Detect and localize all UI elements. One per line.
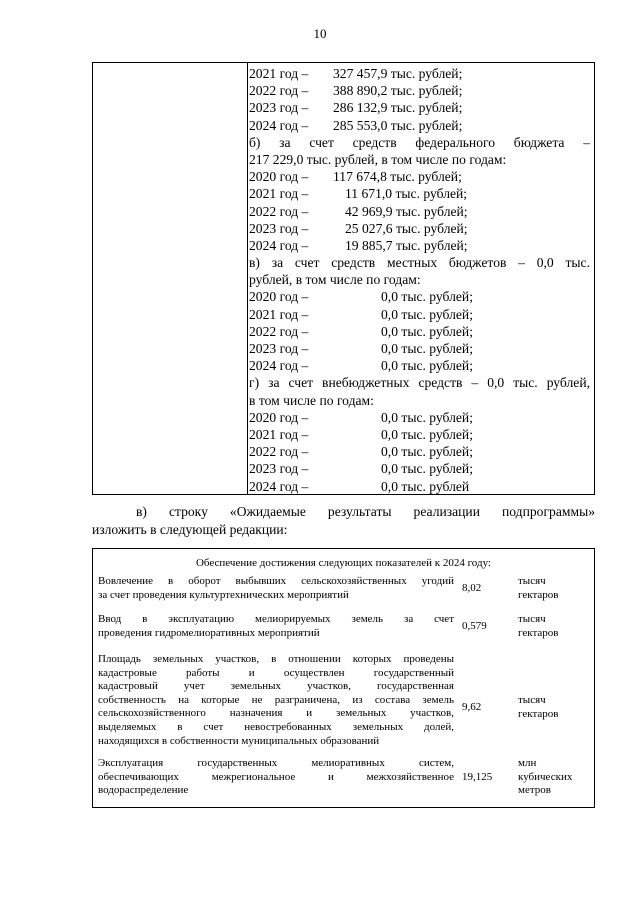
federal-heading: б) за счет средств федерального бюджета – xyxy=(249,134,590,150)
funding-row: 2020 год – 0,0 тыс. рублей; xyxy=(249,289,473,305)
result-value: 9,62 xyxy=(462,701,482,713)
result-description: Вовлечение в оборот выбывших сельскохозяйственных угодий за счет проведения культуртехнических мероприятий xyxy=(98,575,454,601)
results-header: Обеспечение достижения следующих показателей к 2024 году: xyxy=(195,557,491,569)
funding-row: 2021 год – 0,0 тыс. рублей; xyxy=(249,306,473,322)
result-unit: тысяч гектаров xyxy=(518,575,559,601)
result-unit: млн кубических метров xyxy=(518,757,573,797)
result-unit: тысяч гектаров xyxy=(518,613,559,639)
funding-row: 2022 год – 0,0 тыс. рублей; xyxy=(249,323,473,339)
funding-row: 2021 год – 11 671,0 тыс. рублей; xyxy=(249,186,468,202)
funding-row: 2023 год – 25 027,6 тыс. рублей; xyxy=(249,220,468,236)
funding-row: 2024 год – 285 553,0 тыс. рублей; xyxy=(249,117,463,133)
results-table xyxy=(92,548,595,808)
result-value: 0,579 xyxy=(462,620,487,632)
extrabudget-total: в том числе по годам: xyxy=(249,392,374,408)
result-unit: тысяч гектаров xyxy=(518,694,559,720)
local-heading: в) за счет средств местных бюджетов – 0,0 тыс. xyxy=(249,255,590,271)
funding-row: 2024 год – 0,0 тыс. рублей xyxy=(249,478,470,494)
result-value: 8,02 xyxy=(462,582,482,594)
result-description: Эксплуатация государственных мелиоративных систем, обеспечивающих межрегиональное и межхозяйственное водораспределение xyxy=(98,757,454,797)
funding-row: 2022 год – 0,0 тыс. рублей; xyxy=(249,444,473,460)
page-number: 10 xyxy=(313,26,327,41)
funding-row: 2023 год – 0,0 тыс. рублей; xyxy=(249,341,473,356)
funding-cell xyxy=(249,65,590,495)
funding-row: 2022 год – 42 969,9 тыс. рублей; xyxy=(249,203,468,219)
funding-row: 2020 год – 117 674,8 тыс. рублей; xyxy=(249,169,462,185)
amendment-paragraph xyxy=(92,503,595,538)
federal-total: 217 229,0 тыс. рублей, в том числе по годам: xyxy=(249,151,507,167)
local-total: рублей, в том числе по годам: xyxy=(249,272,421,288)
funding-row: 2022 год – 388 890,2 тыс. рублей; xyxy=(249,83,463,99)
result-value: 19,125 xyxy=(462,771,493,783)
paragraph-line: изложить в следующей редакции: xyxy=(92,521,288,537)
funding-row: 2024 год – 0,0 тыс. рублей; xyxy=(249,358,473,374)
result-description: Ввод в эксплуатацию мелиорируемых земель за счет проведения гидромелиоративных мероприятий xyxy=(98,613,454,639)
paragraph-line: в) строку «Ожидаемые результаты реализации подпрограммы» xyxy=(136,504,595,519)
extrabudget-heading: г) за счет внебюджетных средств – 0,0 тыс. рублей, xyxy=(249,375,590,391)
funding-row: 2021 год – 327 457,9 тыс. рублей; xyxy=(249,66,463,81)
funding-table xyxy=(92,62,595,495)
column-divider xyxy=(247,63,248,494)
result-description: Площадь земельных участков, в отношении которых проведены кадастровые работы и осуществлен государственный кадастровый учет земельных участков, государственная собственность на которые не разграничена, из состава земель сельскохозяйственного назначения и земельных участков, выделяемых в счет невостребованных земельных долей, находящихся в собственности муниципальных образований xyxy=(98,653,454,747)
funding-row: 2021 год – 0,0 тыс. рублей; xyxy=(249,426,473,442)
funding-row: 2023 год – 0,0 тыс. рублей; xyxy=(249,461,473,477)
funding-row: 2023 год – 286 132,9 тыс. рублей; xyxy=(249,100,463,116)
funding-row: 2024 год – 19 885,7 тыс. рублей; xyxy=(249,237,468,253)
funding-row: 2020 год – 0,0 тыс. рублей; xyxy=(249,409,473,425)
